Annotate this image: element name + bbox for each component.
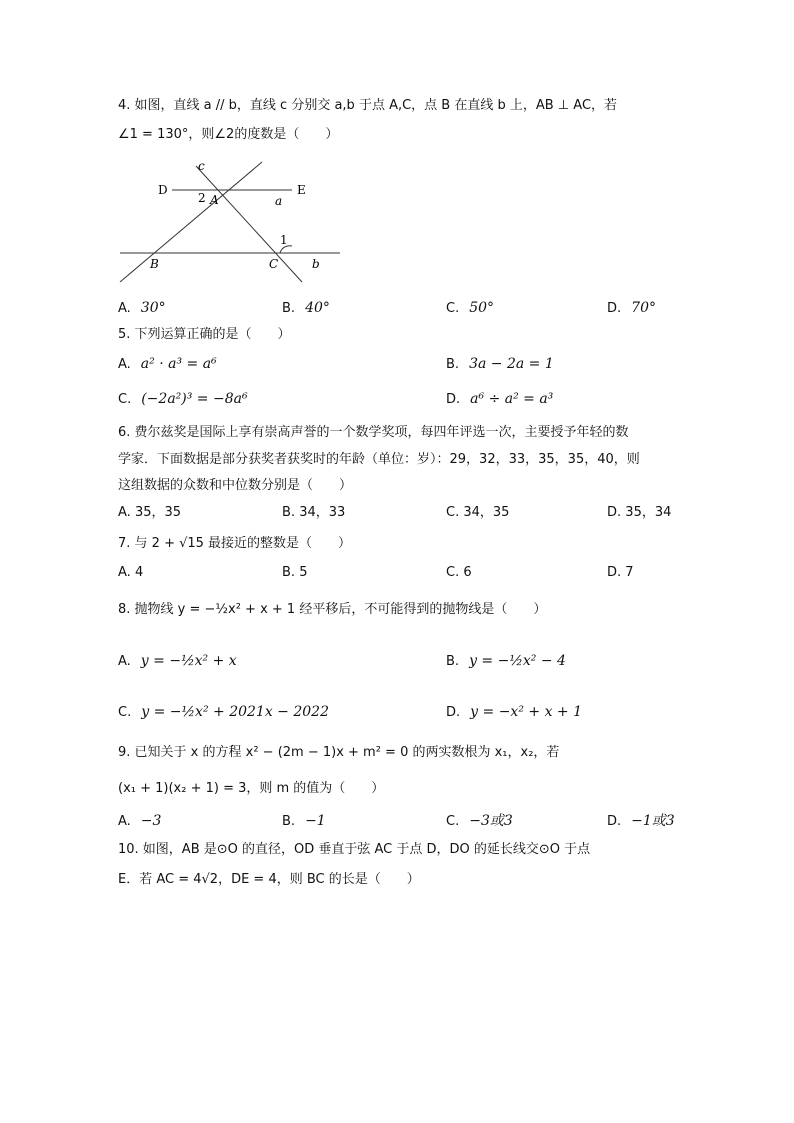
q5-stem: 5. 下列运算正确的是（ ）	[118, 327, 291, 342]
q4-stem-line2: ∠1 = 130°，则∠2的度数是（ ）	[118, 127, 339, 142]
q8-option-a: A. y = −½x² + x	[118, 653, 237, 669]
q9-stem-line2: (x₁ + 1)(x₂ + 1) = 3，则 m 的值为（ ）	[118, 781, 385, 796]
q8-option-b: B. y = −½x² − 4	[446, 653, 566, 669]
q6-stem-line3: 这组数据的众数和中位数分别是（ ）	[118, 478, 353, 493]
q9-stem-line1: 9. 已知关于 x 的方程 x² − (2m − 1)x + m² = 0 的两实数根为 x₁，x₂，若	[118, 745, 560, 760]
q9-option-a: A. −3	[118, 813, 162, 829]
q5-option-d: D. a⁶ ÷ a² = a³	[446, 391, 554, 407]
q5-option-b: B. 3a − 2a = 1	[446, 356, 554, 372]
q7-option-a: A. 4	[118, 565, 144, 580]
label-2: 2	[198, 191, 206, 205]
q7-option-d: D. 7	[607, 565, 634, 580]
line-c	[196, 166, 302, 282]
q6-option-b: B. 34，33	[282, 505, 346, 520]
q6-option-d: D. 35，34	[607, 505, 672, 520]
label-a: a	[275, 194, 283, 208]
q9-option-d: D. −1或3	[607, 813, 675, 829]
q7-stem: 7. 与 2 + √15 最接近的整数是（ ）	[118, 536, 352, 551]
q4-option-c: C. 50°	[446, 300, 495, 316]
q9-option-b: B. −1	[282, 813, 326, 829]
q5-option-a: A. a² · a³ = a⁶	[118, 356, 217, 372]
q7-option-c: C. 6	[446, 565, 472, 580]
q7-option-b: B. 5	[282, 565, 308, 580]
q5-option-c: C. (−2a²)³ = −8a⁶	[118, 391, 248, 407]
q8-option-c: C. y = −½x² + 2021x − 2022	[118, 704, 329, 720]
q4-stem-line1: 4. 如图，直线 a // b，直线 c 分别交 a,b 于点 A,C，点 B 在直线 b 上，AB ⊥ AC，若	[118, 98, 618, 113]
q10-stem-line1: 10. 如图，AB 是⊙O 的直径，OD 垂直于弦 AC 于点 D，DO 的延长线交⊙O 于点	[118, 842, 591, 857]
label-c: c	[198, 159, 205, 173]
q8-stem: 8. 抛物线 y = −½x² + x + 1 经平移后，不可能得到的抛物线是（ ）	[118, 602, 547, 617]
q10-stem-line2: E．若 AC = 4√2，DE = 4，则 BC 的长是（ ）	[118, 872, 420, 887]
label-1: 1	[280, 233, 288, 247]
line-ab	[120, 162, 262, 282]
q8-option-d: D. y = −x² + x + 1	[446, 704, 582, 720]
label-A: A	[210, 193, 219, 207]
label-C: C	[269, 257, 279, 271]
label-B: B	[150, 257, 159, 271]
label-D: D	[158, 183, 168, 197]
q6-option-a: A. 35，35	[118, 505, 182, 520]
q6-stem-line2: 学家．下面数据是部分获奖者获奖时的年龄（单位：岁）：29，32，33，35，35，40，则	[118, 452, 640, 467]
q4-figure	[112, 150, 352, 290]
q4-option-d: D. 70°	[607, 300, 656, 316]
q4-option-a: A. 30°	[118, 300, 166, 316]
q6-stem-line1: 6. 费尔兹奖是国际上享有崇高声誉的一个数学奖项，每四年评选一次，主要授予年轻的数	[118, 425, 629, 440]
label-E: E	[297, 183, 306, 197]
q4-option-b: B. 40°	[282, 300, 330, 316]
q6-option-c: C. 34，35	[446, 505, 510, 520]
q9-option-c: C. −3或3	[446, 813, 513, 829]
label-b: b	[312, 257, 320, 271]
